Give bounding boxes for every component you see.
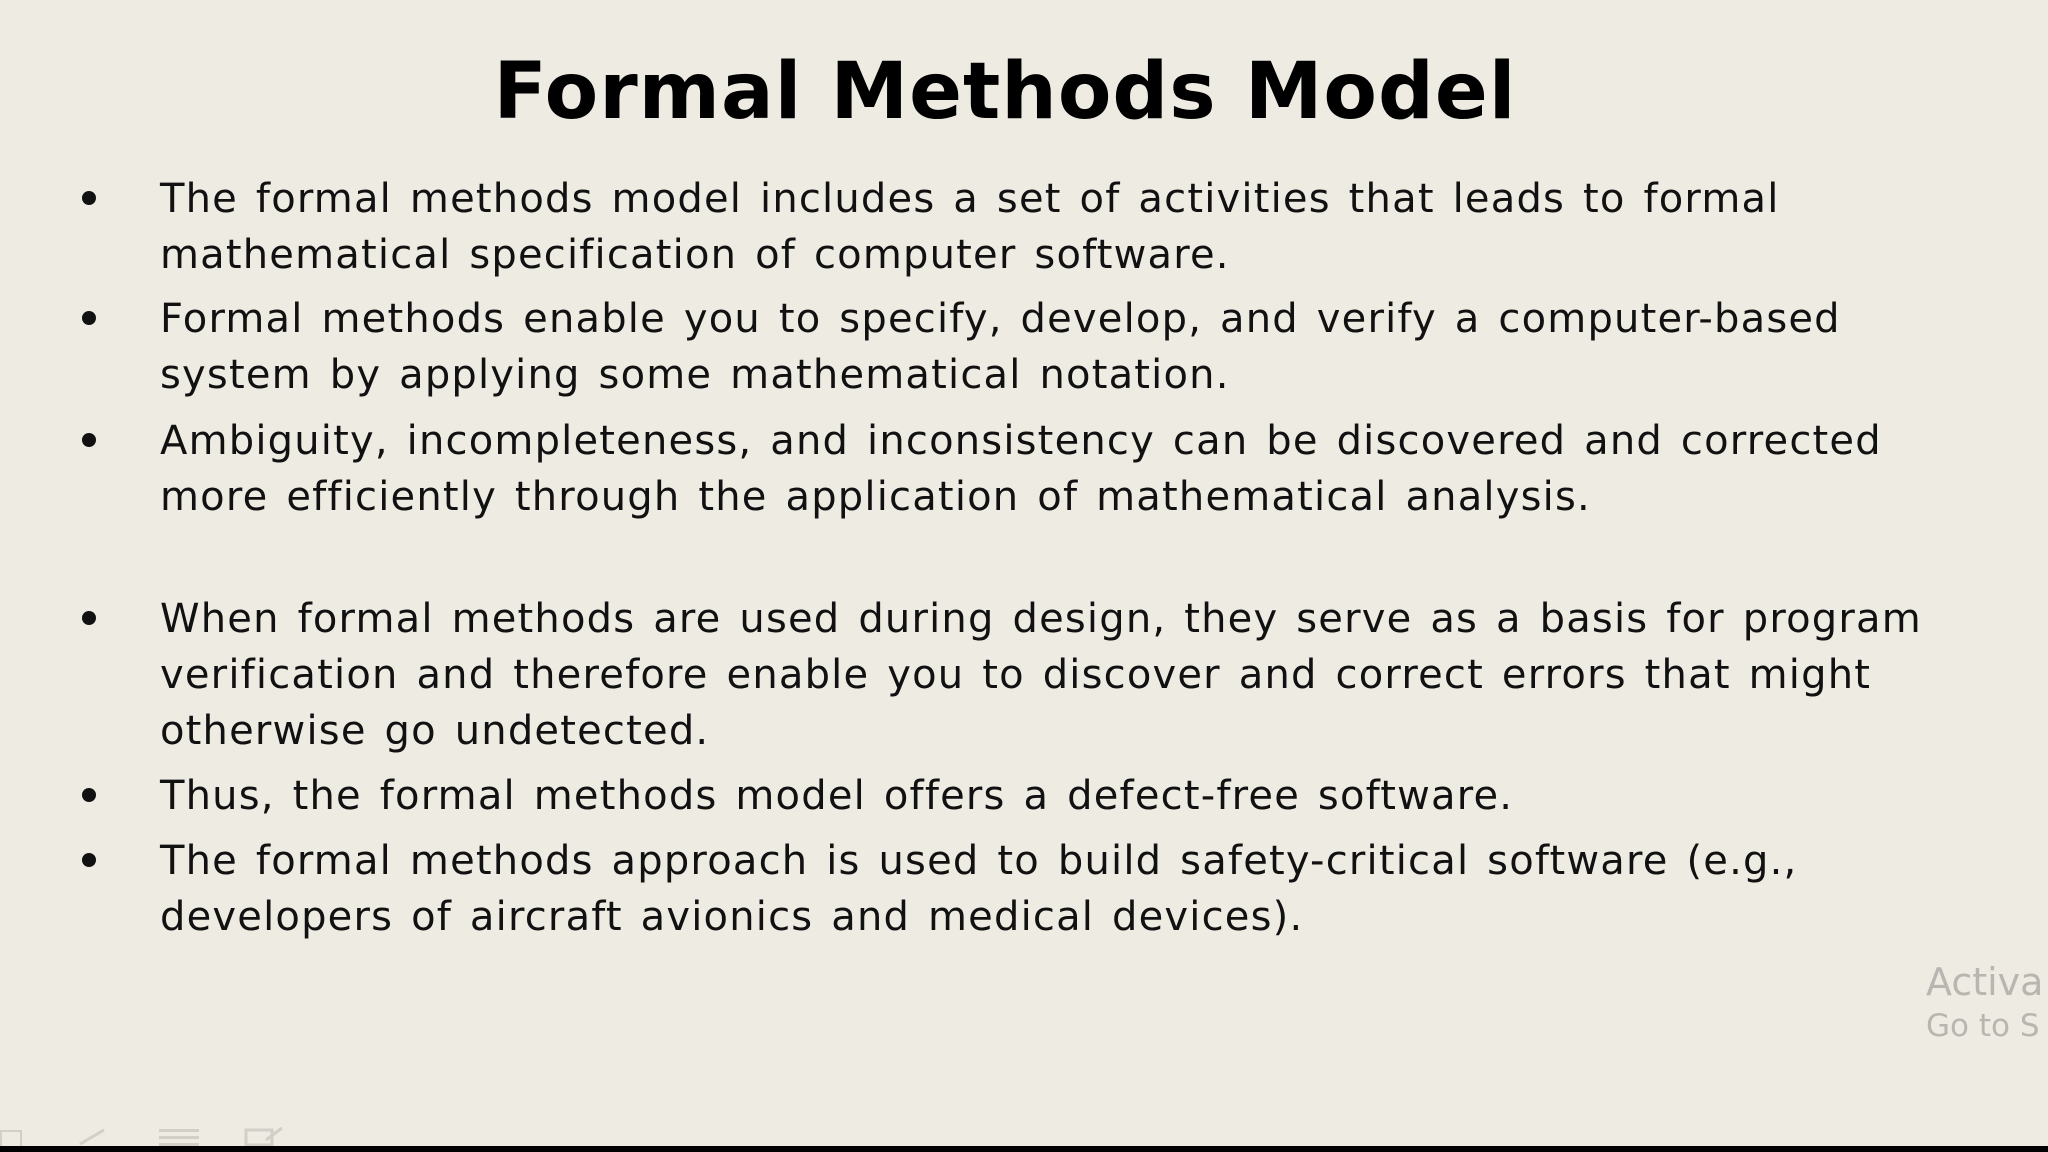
watermark-title: Activa [1926,960,2044,1004]
bullet-text: The formal methods model includes a set of activities that leads to formal mathematical specification of computer software. [160,176,1780,278]
activation-watermark [1926,958,2043,1046]
slideshow-toolbar [0,1116,320,1146]
bullet-dot-icon [82,788,96,802]
bullet-dot-icon [82,311,96,325]
bullet-dot-icon [82,853,96,867]
bullet-text: Formal methods enable you to specify, develop, and verify a computer-based system by applying some mathematical notation. [160,296,1841,398]
watermark-subtitle: Go to S [1926,1008,2040,1044]
bullet-dot-icon [82,433,96,447]
slide-title: Formal Methods Model [493,47,1517,137]
bullet-dot-icon [82,191,96,205]
bullet-dot-icon [82,611,96,625]
pen-icon[interactable] [78,1126,108,1146]
edit-icon[interactable] [244,1126,284,1146]
menu-icon[interactable] [158,1126,200,1146]
bullet-text: The formal methods approach is used to build safety-critical software (e.g., developers of aircraft avionics and medical devices). [160,838,1798,940]
bullet-text: When formal methods are used during design, they serve as a basis for program verification and therefore enable you to discover and correct errors that might otherwise go undetected. [160,596,1922,754]
bullet-text: Ambiguity, incompleteness, and inconsistency can be discovered and corrected more efficiently through the application of mathematical analysis. [160,418,1882,520]
bullet-text: Thus, the formal methods model offers a defect-free software. [160,773,1514,819]
previous-slide-icon[interactable] [0,1130,22,1146]
